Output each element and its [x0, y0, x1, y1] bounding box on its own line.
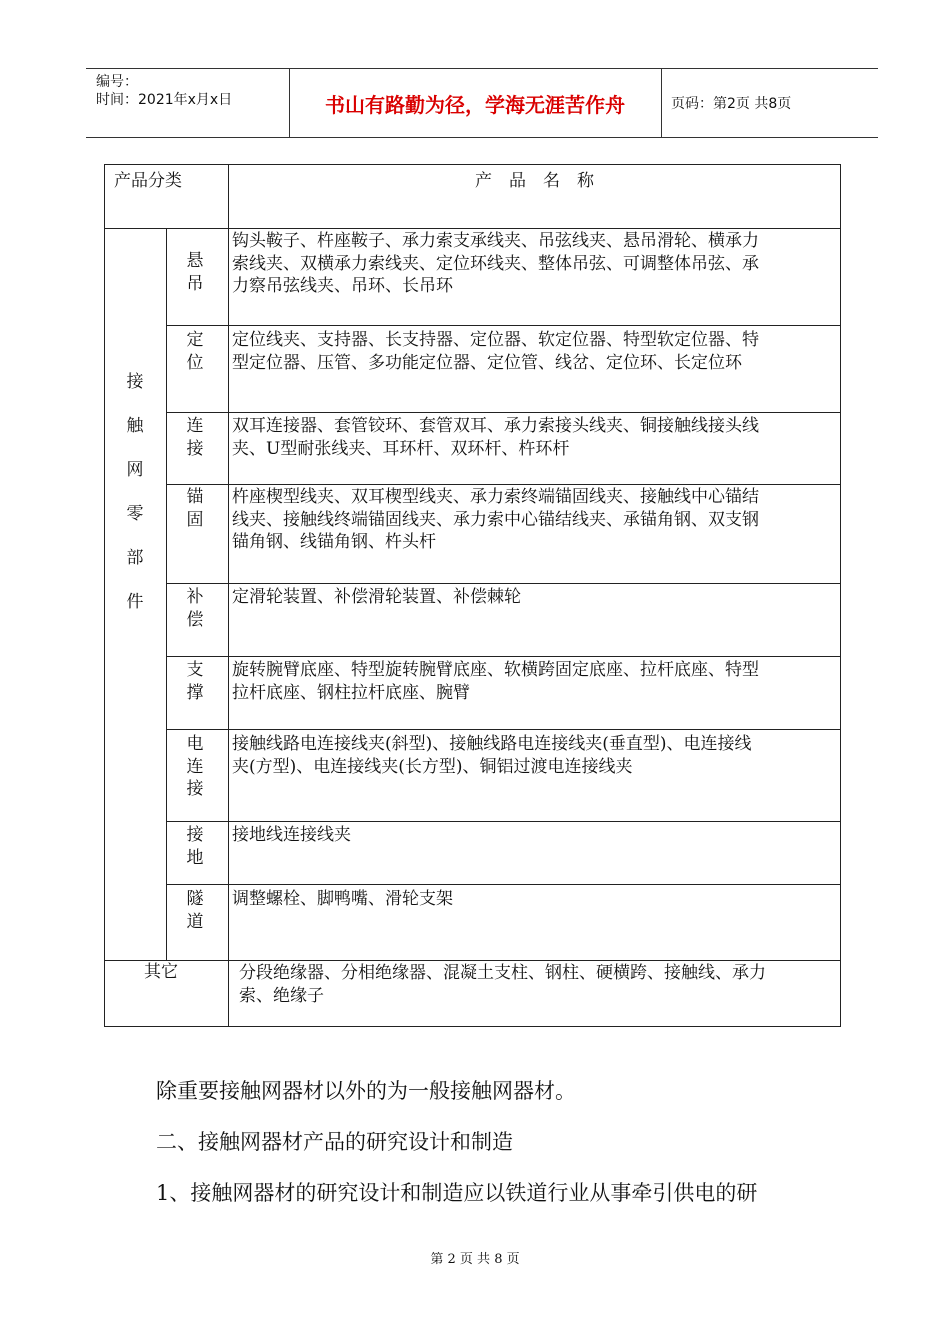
row-sub-label: 补 偿 [186, 587, 204, 630]
row-sub-label: 锚 固 [186, 487, 204, 530]
group-char: 网 [126, 460, 144, 480]
page-footer: 第 2 页 共 8 页 [430, 1252, 520, 1267]
row-sub-label: 连 接 [186, 416, 204, 459]
group-char: 件 [126, 592, 144, 612]
header-category: 产品分类 [114, 171, 182, 191]
row-line [104, 960, 841, 961]
row-products: 双耳连接器、套管铰环、套管双耳、承力索接头线夹、铜接触线接头线 夹、U型耐张线夹、耳环杆、双环杆、杵环杆 [232, 416, 759, 459]
row-products: 调整螺栓、脚鸭嘴、滑轮支架 [232, 889, 453, 909]
header-meta-cell [86, 69, 290, 137]
row-line [166, 412, 841, 413]
header-name: 产 品 名 称 [475, 171, 594, 191]
row-sub-label: 支 撑 [186, 660, 204, 703]
row-line [166, 821, 841, 822]
row-line [166, 583, 841, 584]
row-sub-label: 悬 吊 [186, 251, 204, 294]
row-line [166, 729, 841, 730]
row-sub-label: 接 地 [186, 825, 204, 868]
group-char: 部 [126, 548, 144, 568]
group-char: 零 [126, 504, 144, 524]
row-products: 杵座楔型线夹、双耳楔型线夹、承力索终端锚固线夹、接触线中心锚结 线夹、接触线终端锚固线夹、承力索中心锚结线夹、承锚角钢、双支钢 锚角钢、线锚角钢、杵头杆 [232, 487, 759, 552]
date-label: 时间：2021年x月x日 [96, 92, 233, 108]
paragraph-2: 二、接触网器材产品的研究设计和制造 [156, 1130, 513, 1154]
group-char: 接 [126, 372, 144, 392]
row-sub-label: 电 连 接 [186, 734, 204, 799]
row-products: 接地线连接线夹 [232, 825, 351, 845]
other-products: 分段绝缘器、分相绝缘器、混凝土支柱、钢柱、硬横跨、接触线、承力 索、绝缘子 [239, 963, 766, 1006]
row-products: 钩头鞍子、杵座鞍子、承力索支承线夹、吊弦线夹、悬吊滑轮、横承力 索线夹、双横承力索线夹、定位环线夹、整体吊弦、可调整体吊弦、承 力察吊弦线夹、吊环、长吊环 [232, 231, 759, 296]
row-sub-label: 定 位 [186, 330, 204, 373]
table-header-divider [104, 228, 841, 229]
row-line [166, 884, 841, 885]
other-label: 其它 [144, 962, 178, 982]
group-char: 触 [126, 416, 144, 436]
row-products: 旋转腕臂底座、特型旋转腕臂底座、软横跨固定底座、拉杆底座、特型 拉杆底座、钢柱拉杆底座、腕臂 [232, 660, 759, 703]
product-table [104, 164, 841, 1027]
row-products: 接触线路电连接线夹(斜型)、接触线路电连接线夹(垂直型)、电连接线 夹(方型)、电连接线夹(长方型)、铜铝过渡电连接线夹 [232, 734, 752, 777]
row-line [166, 325, 841, 326]
row-products: 定滑轮装置、补偿滑轮装置、补偿棘轮 [232, 587, 521, 607]
row-line [166, 656, 841, 657]
row-products: 定位线夹、支持器、长支持器、定位器、软定位器、特型软定位器、特 型定位器、压管、多功能定位器、定位管、线岔、定位环、长定位环 [232, 330, 759, 373]
row-sub-label: 隧 道 [186, 889, 204, 932]
page-header [86, 68, 878, 138]
paragraph-1: 除重要接触网器材以外的为一般接触网器材。 [156, 1079, 576, 1103]
table-col-divider [228, 164, 229, 1027]
group-divider [166, 228, 167, 960]
code-label: 编号： [96, 74, 138, 90]
row-line [166, 484, 841, 485]
header-motto: 书山有路勤为径，学海无涯苦作舟 [289, 69, 662, 137]
header-page-label: 页码：第2页 共8页 [671, 96, 792, 112]
paragraph-3: 1、接触网器材的研究设计和制造应以铁道行业从事牵引供电的研 [156, 1181, 758, 1205]
